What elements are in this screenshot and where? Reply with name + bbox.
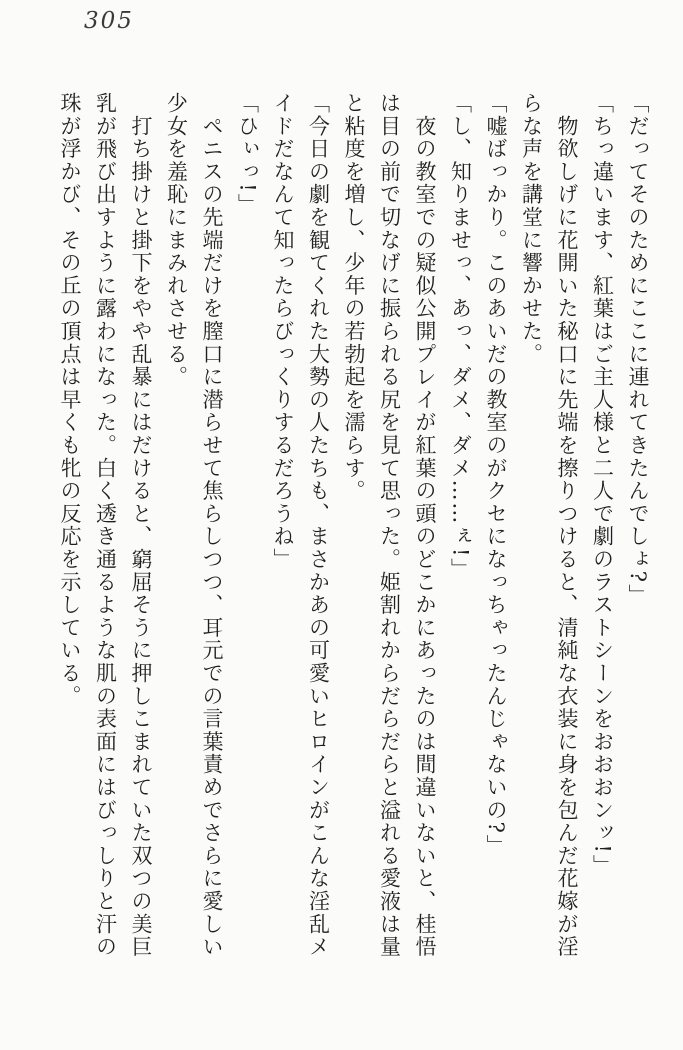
text-line: 「今日の劇を観てくれた大勢の人たちも、まさかあの可愛いヒロインがこんな淫乱メ: [306, 92, 331, 959]
text-line: 「嘘ばっかり。このあいだの教室のがクセになっちゃったんじゃないの?」: [484, 92, 508, 858]
text-line: 「し、知りませっ、あっ、ダメ、ダメ……ぇ!」: [448, 92, 473, 582]
text-line: ペニスの先端だけを膣口に潜らせて焦らしつつ、耳元での言葉責めでさらに愛しい: [200, 92, 224, 959]
text-line: 打ち掛けと掛下をやや乱暴にはだけると、窮屈そうに押しこまれていた双つの美巨: [129, 92, 153, 959]
text-line: 乳が飛び出すように露わになった。白く透き通るような肌の表面にはびっしりと汗の: [93, 92, 118, 959]
text-line: イドだなんて知ったらびっくりするだろうね」: [271, 92, 295, 571]
text-line: 物欲しげに花開いた秘口に先端を擦りつけると、清純な衣装に身を包んだ花嫁が淫: [555, 92, 579, 959]
text-line: と粘度を増し、少年の若勃起を濡らす。: [342, 92, 366, 503]
page-number: 305: [84, 8, 134, 34]
text-line: 「だってそのためにここに連れてきたんでしょ?」: [626, 92, 650, 607]
text-line: 少女を羞恥にまみれさせる。: [164, 92, 189, 389]
text-line: は目の前で切なげに振られる尻を見て思った。姫割れからだらだらと溢れる愛液は量: [377, 92, 402, 959]
text-line: 「ひぃっ!」: [235, 92, 260, 217]
vertical-text-block: [52, 92, 656, 994]
text-line: らな声を講堂に響かせた。: [519, 92, 544, 366]
text-line: 珠が浮かび、その丘の頂点は早くも牝の反応を示している。: [58, 92, 82, 708]
text-line: 夜の教室での疑似公開プレイが紅葉の頭のどこかにあったのは間違いないと、桂悟: [413, 92, 437, 959]
text-line: 「ちっ違います、紅葉はご主人様と二人で劇のラストシーンをおおおンッ!」: [590, 92, 615, 878]
